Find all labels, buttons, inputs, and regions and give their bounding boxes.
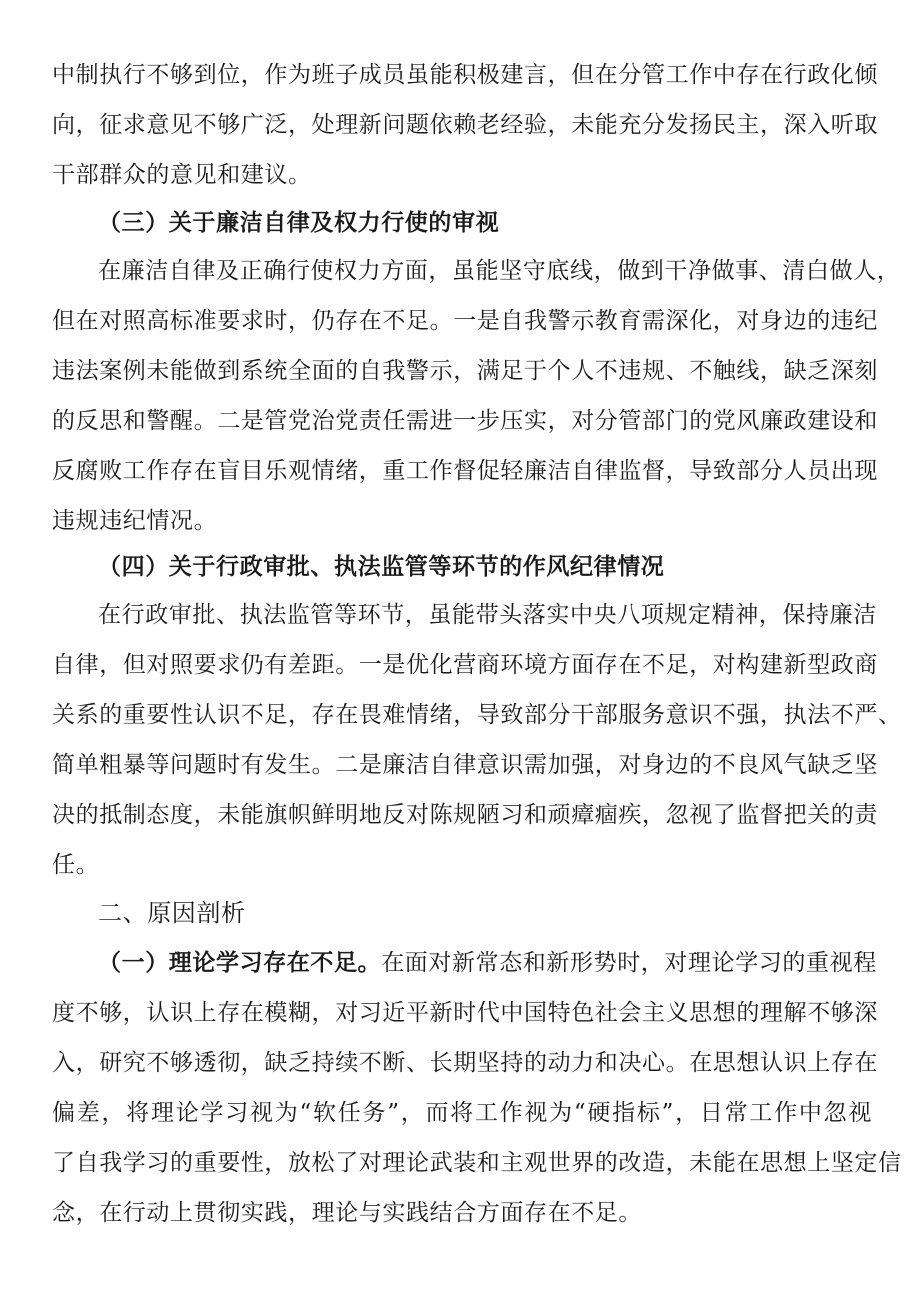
paragraph-line: 任。: [52, 852, 100, 878]
paragraph-line: 念，在行动上贯彻实践，理论与实践结合方面存在不足。: [52, 1200, 642, 1226]
subsection-1-first-line-rest: 在面对新常态和新形势时，对理论学习的重视程: [381, 950, 877, 976]
paragraph-line: 在行政审批、执法监管等环节，虽能带头落实中央八项规定精神，保持廉洁: [98, 602, 877, 628]
paragraph-line: 自律，但对照要求仍有差距。一是优化营商环境方面存在不足，对构建新型政商: [52, 652, 878, 678]
part-2-heading: 二、原因剖析: [98, 899, 246, 927]
paragraph-line: 但在对照高标准要求时，仍存在不足。一是自我警示教育需深化，对身边的违纪: [52, 308, 878, 334]
paragraph-line: 入，研究不够透彻，缺乏持续不断、长期坚持的动力和决心。在思想认识上存在: [52, 1050, 878, 1076]
section-3-heading: （三）关于廉洁自律及权力行使的审视: [98, 210, 500, 236]
paragraph-line: 违规违纪情况。: [52, 508, 218, 534]
paragraph-line: 了自我学习的重要性，放松了对理论武装和主观世界的改造，未能在思想上坚定信: [52, 1150, 902, 1176]
section-4-heading: （四）关于行政审批、执法监管等环节的作风纪律情况: [98, 554, 665, 580]
paragraph-line: 违法案例未能做到系统全面的自我警示，满足于个人不违规、不触线，缺乏深刻: [52, 358, 878, 384]
paragraph-line: 的反思和警醒。二是管党治党责任需进一步压实，对分管部门的党风廉政建设和: [52, 408, 878, 434]
subsection-1-lead: （一）理论学习存在不足。: [98, 950, 382, 976]
paragraph-line: 决的抵制态度，未能旗帜鲜明地反对陈规陋习和顽瘴痼疾，忽视了监督把关的责: [52, 802, 878, 828]
paragraph-line: 中制执行不够到位，作为班子成员虽能积极建言，但在分管工作中存在行政化倾: [52, 62, 878, 88]
paragraph-line: 度不够，认识上存在模糊，对习近平新时代中国特色社会主义思想的理解不够深: [52, 1000, 878, 1026]
subsection-1-first-line: [98, 938, 877, 988]
paragraph-line: 关系的重要性认识不足，存在畏难情绪，导致部分干部服务意识不强，执法不严、: [52, 702, 902, 728]
paragraph-line: 简单粗暴等问题时有发生。二是廉洁自律意识需加强，对身边的不良风气缺乏坚: [52, 752, 878, 778]
paragraph-line: 反腐败工作存在盲目乐观情绪，重工作督促轻廉洁自律监督，导致部分人员出现: [52, 458, 878, 484]
paragraph-line: 在廉洁自律及正确行使权力方面，虽能坚守底线，做到干净做事、清白做人，: [98, 258, 901, 284]
paragraph-line: 向，征求意见不够广泛，处理新问题依赖老经验，未能充分发扬民主，深入听取: [52, 112, 878, 138]
paragraph-line: 干部群众的意见和建议。: [52, 162, 312, 188]
paragraph-line: 偏差，将理论学习视为“软任务”，而将工作视为“硬指标”，日常工作中忽视: [52, 1100, 872, 1126]
